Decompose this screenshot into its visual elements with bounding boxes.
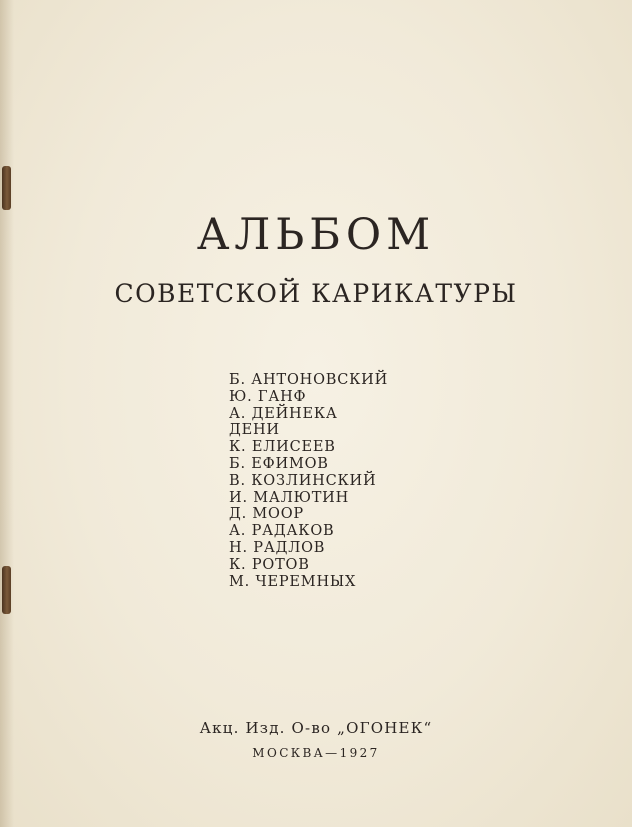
cover-title: АЛЬБОМ bbox=[196, 210, 436, 260]
artist-name: И. МАЛЮТИН bbox=[229, 489, 350, 506]
artist-name: Б. АНТОНОВСКИЙ bbox=[229, 372, 389, 388]
city-year-line: МОСКВА—1927 bbox=[252, 746, 380, 760]
artist-name: В. КОЗЛИНСКИЙ bbox=[229, 472, 377, 489]
artist-name: А. РАДАКОВ bbox=[229, 523, 335, 540]
artist-list bbox=[229, 372, 388, 590]
publisher-line: Акц. Изд. О-во „ОГОНЕК“ bbox=[199, 719, 433, 737]
staple-bottom bbox=[2, 566, 11, 614]
staple-top bbox=[2, 166, 11, 210]
artist-name: К. ЕЛИСЕЕВ bbox=[229, 439, 336, 456]
artist-name: Ю. ГАНФ bbox=[229, 388, 307, 405]
artist-name: ДЕНИ bbox=[229, 422, 280, 439]
artist-name: Б. ЕФИМОВ bbox=[229, 455, 329, 472]
artist-name: К. РОТОВ bbox=[229, 556, 310, 573]
binding-edge-shadow bbox=[0, 0, 14, 827]
artist-name: М. ЧЕРЕМНЫХ bbox=[229, 573, 357, 590]
artist-name: А. ДЕЙНЕКА bbox=[229, 405, 338, 422]
cover-subtitle: СОВЕТСКОЙ КАРИКАТУРЫ bbox=[114, 279, 518, 308]
artist-name: Н. РАДЛОВ bbox=[229, 539, 326, 556]
artist-name: Д. МООР bbox=[229, 506, 304, 523]
